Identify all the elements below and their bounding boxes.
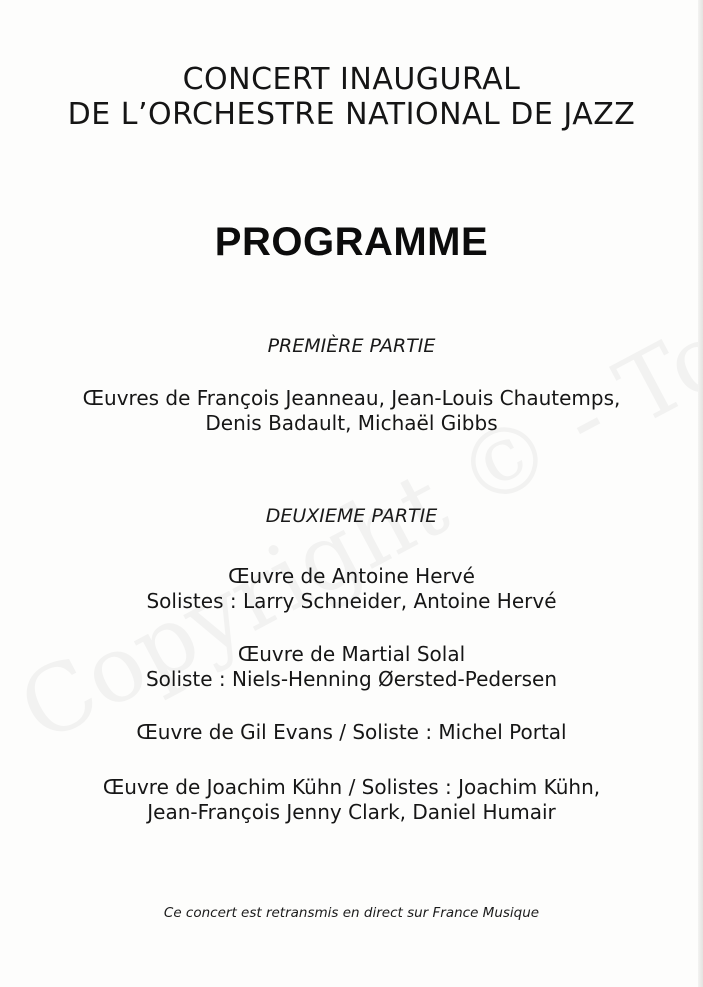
work-herve-soloists: Solistes : Larry Schneider, Antoine Hervé	[146, 589, 557, 613]
title-line-2: DE L’ORCHESTRE NATIONAL DE JAZZ	[67, 97, 636, 132]
work-kuhn-line-2: Jean-François Jenny Clark, Daniel Humair	[147, 800, 556, 824]
title-line-1: CONCERT INAUGURAL	[182, 62, 521, 97]
second-part-heading: DEUXIEME PARTIE	[265, 505, 438, 527]
first-part-line-1: Œuvres de François Jeanneau, Jean-Louis Chautemps,	[82, 386, 621, 410]
work-evans: Œuvre de Gil Evans / Soliste : Michel Portal	[136, 720, 567, 744]
work-solal-soloist: Soliste : Niels-Henning Øersted-Pedersen	[145, 667, 558, 691]
work-herve-title: Œuvre de Antoine Hervé	[228, 564, 475, 588]
first-part-heading: PREMIÈRE PARTIE	[267, 335, 436, 357]
work-kuhn-line-1: Œuvre de Joachim Kühn / Solistes : Joachim Kühn,	[102, 775, 601, 799]
work-solal-title: Œuvre de Martial Solal	[237, 642, 466, 666]
broadcast-note: Ce concert est retransmis en direct sur France Musique	[163, 905, 540, 921]
programme-heading: PROGRAMME	[214, 220, 489, 264]
page-edge-shadow	[698, 0, 703, 987]
first-part-line-2: Denis Badault, Michaël Gibbs	[205, 411, 498, 435]
